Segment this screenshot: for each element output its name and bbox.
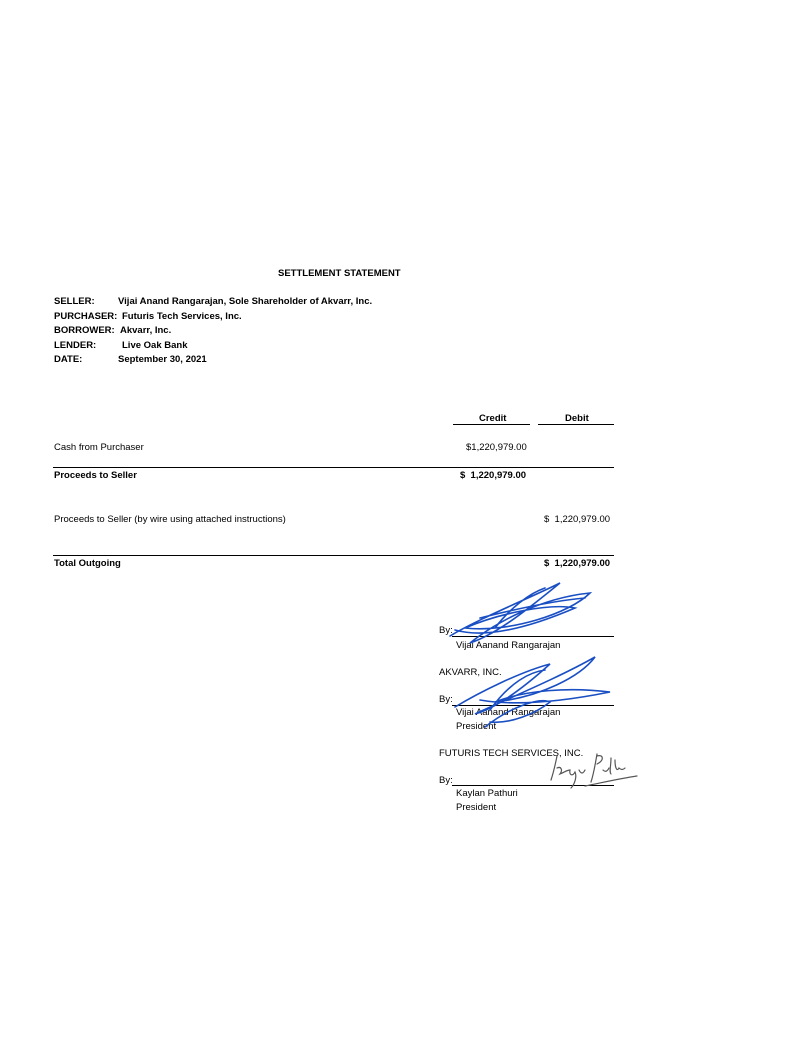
cash-from-purchaser-label: Cash from Purchaser: [54, 442, 144, 453]
signer-title: President: [456, 802, 497, 813]
lender-value: Live Oak Bank: [122, 340, 188, 351]
by-label: By:: [439, 625, 453, 636]
purchaser-label: PURCHASER:: [54, 311, 118, 322]
signer-name: Kaylan Pathuri: [456, 788, 518, 799]
debit-column-header: Debit: [565, 413, 589, 424]
signer-name: Vijai Aanand Rangarajan: [456, 640, 561, 651]
cash-from-purchaser-credit: $1,220,979.00: [466, 442, 527, 453]
purchaser-value: Futuris Tech Services, Inc.: [122, 311, 242, 322]
total-outgoing-label: Total Outgoing: [54, 558, 121, 569]
credit-column-header: Credit: [479, 413, 507, 424]
date-value: September 30, 2021: [118, 354, 207, 365]
signer-name: Vijai Aanand Rangarajan: [456, 707, 561, 718]
borrower-label: BORROWER:: [54, 325, 115, 336]
borrower-value: Akvarr, Inc.: [120, 325, 172, 336]
by-label: By:: [439, 694, 453, 705]
lender-label: LENDER:: [54, 340, 97, 351]
proceeds-to-seller-credit: $ 1,220,979.00: [460, 470, 527, 481]
handwritten-signature: [545, 748, 640, 793]
wire-proceeds-debit: $ 1,220,979.00: [544, 514, 611, 525]
wire-proceeds-label: Proceeds to Seller (by wire using attached instructions): [54, 514, 286, 525]
handwritten-signature: [450, 652, 615, 732]
seller-label: SELLER:: [54, 296, 95, 307]
seller-value: Vijai Anand Rangarajan, Sole Shareholder of Akvarr, Inc.: [118, 296, 373, 307]
handwritten-signature: [440, 578, 600, 648]
company-name: AKVARR, INC.: [439, 667, 502, 678]
proceeds-top-rule: [53, 467, 614, 468]
proceeds-to-seller-label: Proceeds to Seller: [54, 470, 137, 481]
debit-header-underline: [538, 424, 614, 425]
by-label: By:: [439, 775, 453, 786]
company-name: FUTURIS TECH SERVICES, INC.: [439, 748, 584, 759]
date-label: DATE:: [54, 354, 83, 365]
credit-header-underline: [453, 424, 530, 425]
total-outgoing-debit: $ 1,220,979.00: [544, 558, 611, 569]
page-title: SETTLEMENT STATEMENT: [278, 268, 401, 279]
total-top-rule: [53, 555, 614, 556]
signer-title: President: [456, 721, 497, 732]
